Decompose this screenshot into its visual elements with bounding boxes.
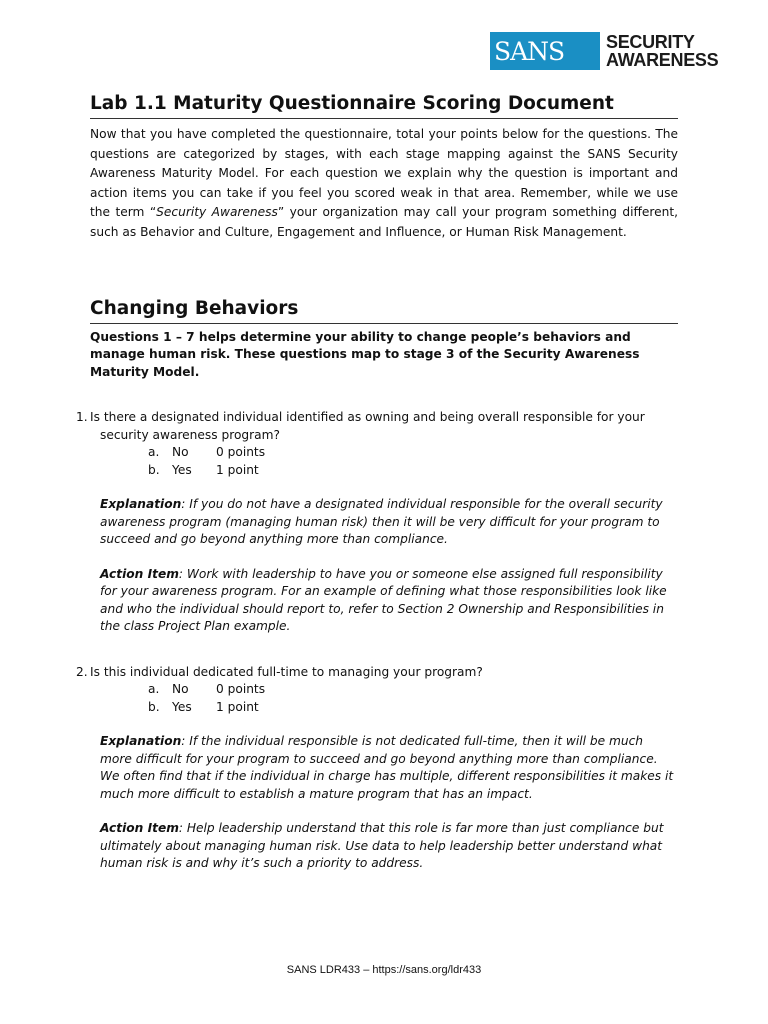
page-footer: SANS LDR433 – https://sans.org/ldr433 (286, 964, 482, 976)
option-a: a. No 0 points (148, 445, 266, 460)
explanation: Explanation: If the individual responsible is not dedicated full-time, then it will be much more difficult for your program to succeed and go beyond anything more than compliance. We often find that if the individual in charge has multiple, different responsibilities it makes it much more difficult to establish a mature program that has an impact. (100, 734, 674, 801)
action-item: Action Item: Help leadership understand that this role is far more than just compliance but ultimately about managing human risk. Use data to help leadership better understand what human risk is and why it’s such a priority to address. (100, 821, 664, 871)
logo-line-2: AWARENESS (606, 50, 719, 70)
question-number: 1. (76, 410, 88, 425)
question-1 (76, 409, 678, 636)
question-text: Is there a designated individual identified as owning and being overall responsible for your security awareness program? (90, 410, 645, 442)
option-b: b. Yes 1 point (148, 699, 259, 714)
question-2 (76, 664, 678, 873)
section-lead: Questions 1 – 7 helps determine your ability to change people’s behaviors and manage human risk. These questions map to stage 3 of the Security Awareness Maturity Model. (90, 329, 640, 379)
explanation: Explanation: If you do not have a designated individual responsible for the overall security awareness program (managing human risk) then it will be very difficult for your program to succeed and go beyond anything more than compliance. (100, 497, 663, 547)
question-number: 2. (76, 664, 88, 679)
logo-sans-box: SANS (490, 32, 600, 70)
action-item: Action Item: Work with leadership to have you or someone else assigned full responsibility for your awareness program. For an example of defining what those responsibilities look like and who the individual should report to, refer to Section 2 Ownership and Responsibilities in the class Project Plan example. (100, 566, 667, 634)
answer-options (148, 444, 678, 479)
answer-options (148, 681, 678, 716)
section-heading: Changing Behaviors (90, 297, 678, 324)
sans-security-awareness-logo (490, 32, 720, 70)
logo-wordmark (600, 32, 718, 70)
intro-term: Security Awareness (156, 205, 278, 220)
document-title: Lab 1.1 Maturity Questionnaire Scoring Document (90, 92, 678, 119)
intro-paragraph (90, 125, 678, 243)
intro-after: ” your organization may call your program something different, such as Behavior and Culture, Engagement and Influence, or Human Risk Management. (90, 205, 678, 239)
document-body (76, 92, 678, 873)
question-text: Is this individual dedicated full-time to managing your program? (90, 664, 483, 679)
option-a: a. No 0 points (148, 682, 266, 697)
logo-line-1: SECURITY (606, 32, 695, 52)
intro-before: Now that you have completed the questionnaire, total your points below for the questions. The questions are categorized by stages, with each stage mapping against the SANS Security Awareness Maturity Model. For each question we explain why the question is important and action items you can take if you feel you scored weak in that area. Remember, while we use the term “ (90, 127, 678, 220)
option-b: b. Yes 1 point (148, 462, 259, 477)
